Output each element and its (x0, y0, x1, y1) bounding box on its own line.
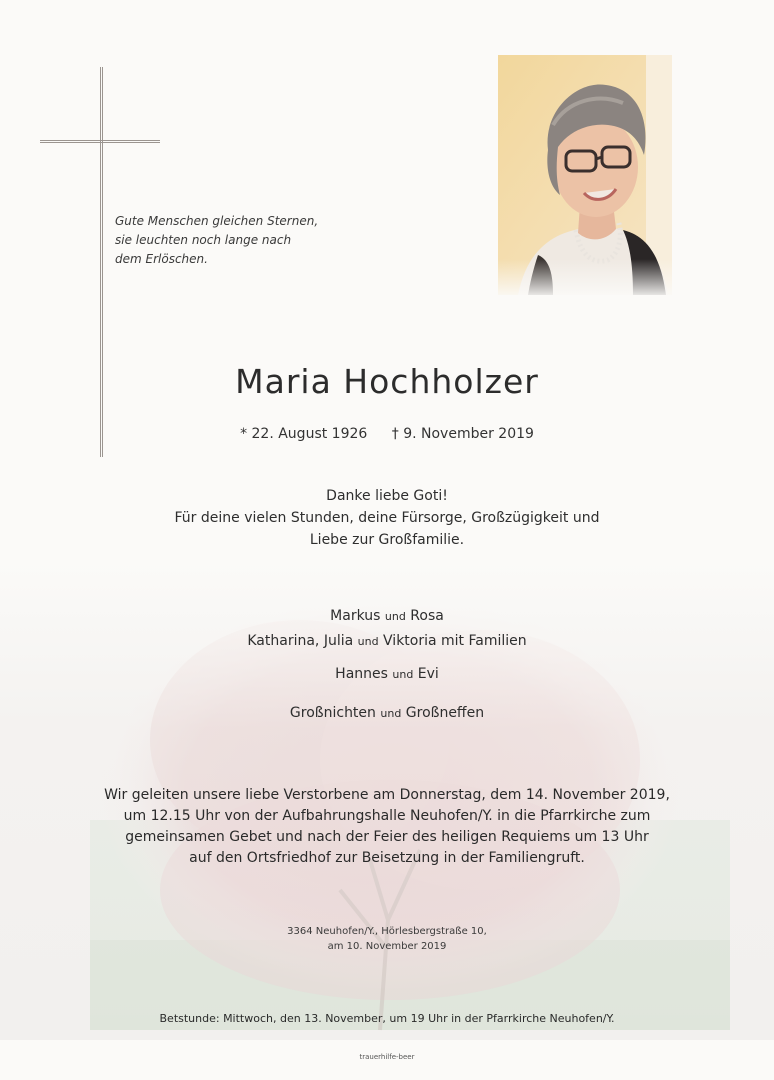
funeral-line: um 12.15 Uhr von der Aufbahrungshalle Neuhofen/Y. in die Pfarrkirche zum (123, 808, 651, 824)
mourner-name: Evi (417, 666, 439, 682)
quote-line: sie leuchten noch lange nach (115, 233, 292, 247)
life-dates (0, 426, 774, 442)
mourners-group-3 (0, 705, 774, 721)
mourner-line (0, 604, 774, 629)
conjunction: und (384, 610, 406, 623)
birth-date: * 22. August 1926 (240, 426, 368, 442)
mourner-name: Großnichten (289, 705, 376, 721)
address-date: am 10. November 2019 (327, 941, 447, 952)
mourner-name: Katharina, Julia (247, 633, 354, 649)
publisher-footer: trauerhilfe-beer (359, 1053, 415, 1061)
portrait-photo (498, 55, 672, 295)
mourner-name: Viktoria mit Familien (383, 633, 527, 649)
mourner-name: Rosa (410, 608, 444, 624)
thanks-line: Für deine vielen Stunden, deine Fürsorge, Großzügigkeit und (174, 510, 600, 526)
address-block (0, 924, 774, 954)
mourners-group-2 (0, 666, 774, 682)
conjunction: und (380, 707, 402, 720)
mourner-name: Hannes (335, 666, 388, 682)
address-line: 3364 Neuhofen/Y., Hörlesbergstraße 10, (287, 926, 487, 937)
mourner-name: Großneffen (405, 705, 485, 721)
deceased-name: Maria Hochholzer (235, 362, 539, 401)
quote-line: Gute Menschen gleichen Sternen, (115, 214, 319, 228)
conjunction: und (392, 668, 414, 681)
cross-horizontal-line (40, 140, 160, 143)
thanks-line: Liebe zur Großfamilie. (309, 532, 465, 548)
funeral-details (0, 785, 774, 869)
memorial-quote (115, 212, 375, 269)
conjunction: und (357, 635, 379, 648)
quote-line: dem Erlöschen. (115, 252, 208, 266)
prayer-hour-note: Betstunde: Mittwoch, den 13. November, um 19 Uhr in der Pfarrkirche Neuhofen/Y. (159, 1012, 615, 1025)
death-date: † 9. November 2019 (391, 426, 534, 442)
mourner-line (0, 629, 774, 654)
mourner-name: Markus (330, 608, 381, 624)
mourners-group-1 (0, 604, 774, 654)
thanks-message (0, 485, 774, 551)
funeral-line: auf den Ortsfriedhof zur Beisetzung in der Familiengruft. (189, 850, 585, 866)
thanks-line: Danke liebe Goti! (326, 488, 448, 504)
funeral-line: Wir geleiten unsere liebe Verstorbene am Donnerstag, dem 14. November 2019, (104, 787, 670, 803)
funeral-line: gemeinsamen Gebet und nach der Feier des heiligen Requiems um 13 Uhr (125, 829, 649, 845)
